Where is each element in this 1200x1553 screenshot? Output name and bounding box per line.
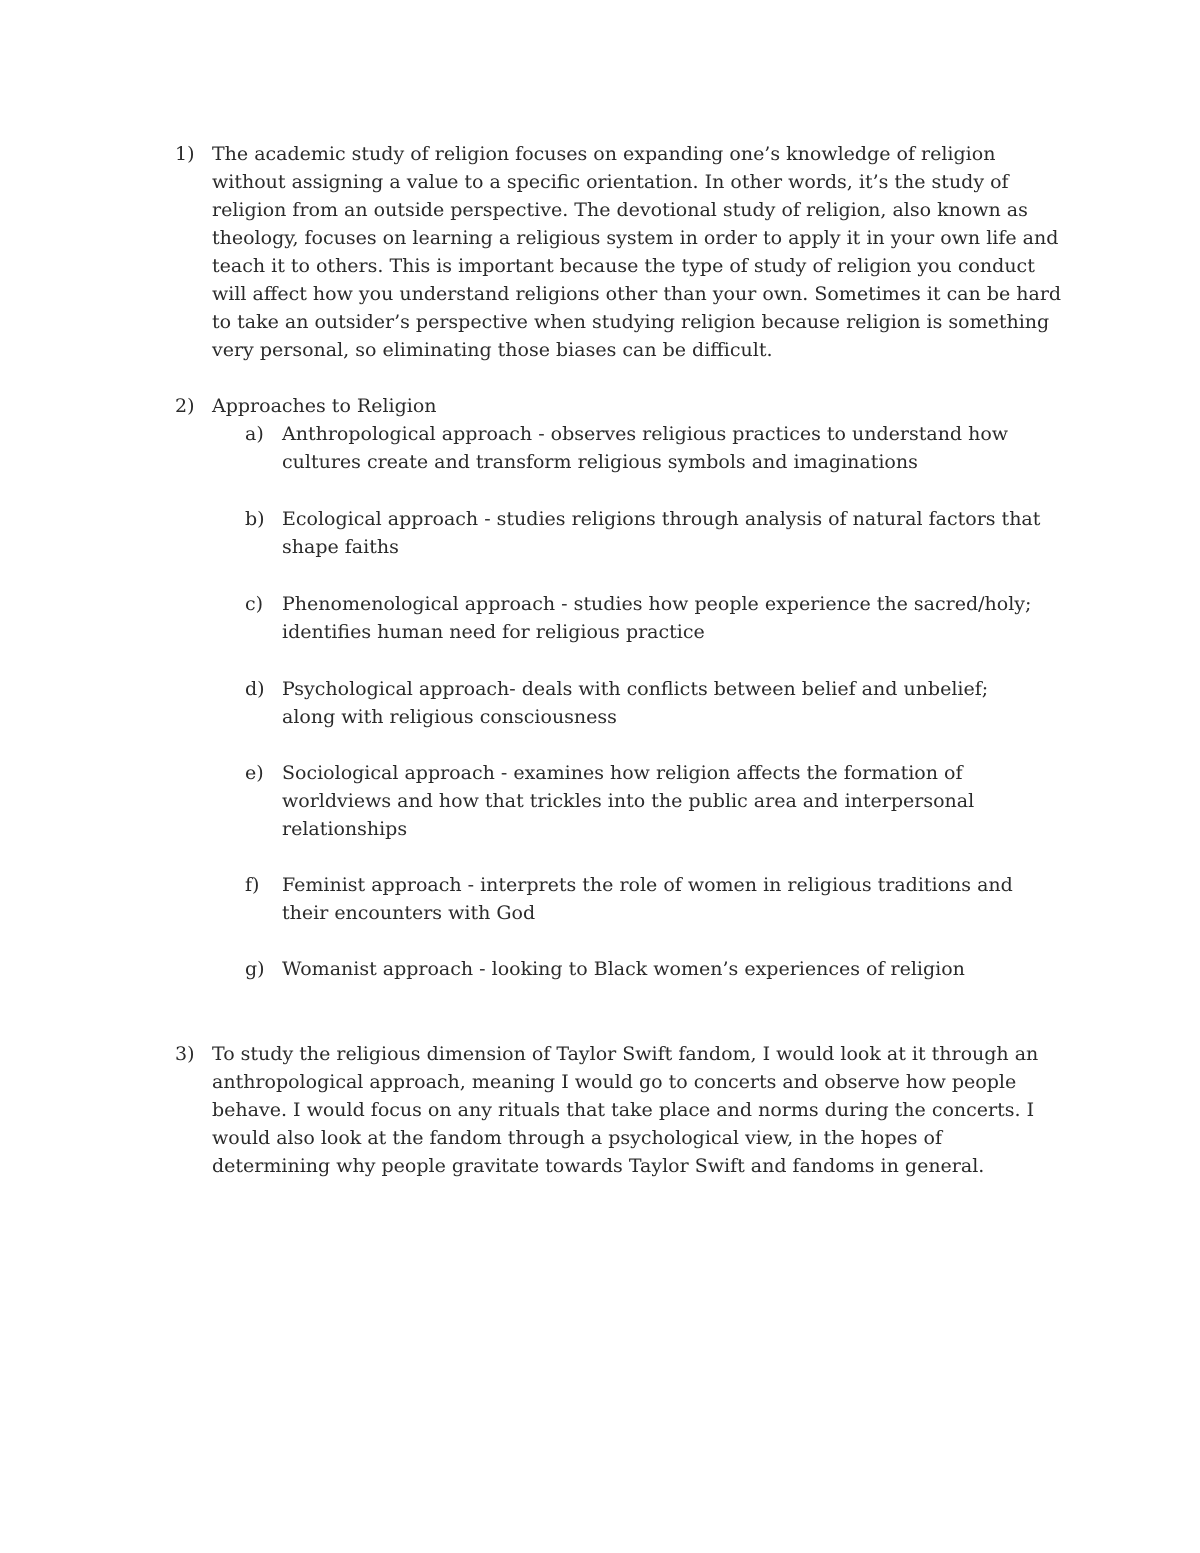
- sub-list-letter: c): [245, 593, 264, 615]
- sub-list-letter: g): [245, 958, 265, 980]
- list-number: 1): [175, 143, 195, 165]
- paragraph-text: The academic study of religion focuses on expanding one’s knowledge of religion without assigning a value to a specific orientation. In other words, it’s the study of religion from an outside perspective. The devotional study of religion, also known as theology, focuses on learning a religious system in order to apply it in your own life and teach it to others. This is important because the type of study of religion you conduct will affect how you understand religions other than your own. Sometimes it can be hard to take an outsider’s perspective when studying religion because religion is something very personal, so eliminating those biases can be difficult.: [212, 143, 1062, 361]
- sub-list-letter: d): [245, 678, 265, 700]
- sub-list-text: Ecological approach - studies religions through analysis of natural factors that shape faiths: [282, 508, 1041, 558]
- sub-list-letter: f): [245, 874, 260, 896]
- sub-list-letter: b): [245, 508, 265, 530]
- sub-list-text: Sociological approach - examines how religion affects the formation of worldviews and how that trickles into the public area and interpersonal relationships: [282, 762, 975, 840]
- sub-list-text: Womanist approach - looking to Black women’s experiences of religion: [282, 958, 965, 980]
- sub-list-text: Phenomenological approach - studies how people experience the sacred/holy; identifies human need for religious practice: [282, 593, 1032, 643]
- sub-list-letter: a): [245, 423, 264, 445]
- sub-list-text: Anthropological approach - observes religious practices to understand how cultures create and transform religious symbols and imaginations: [282, 423, 1009, 473]
- sub-list-text: Psychological approach- deals with conflicts between belief and unbelief; along with religious consciousness: [282, 678, 989, 728]
- list-number: 2): [175, 395, 195, 417]
- section-heading: Approaches to Religion: [212, 395, 437, 417]
- sub-list-letter: e): [245, 762, 264, 784]
- sub-list-text: Feminist approach - interprets the role of women in religious traditions and their encounters with God: [282, 874, 1013, 924]
- paragraph-text: To study the religious dimension of Taylor Swift fandom, I would look at it through an anthropological approach, meaning I would go to concerts and observe how people behave. I would focus on any rituals that take place and norms during the concerts. I would also look at the fandom through a psychological view, in the hopes of determining why people gravitate towards Taylor Swift and fandoms in general.: [212, 1043, 1039, 1177]
- list-number: 3): [175, 1043, 195, 1065]
